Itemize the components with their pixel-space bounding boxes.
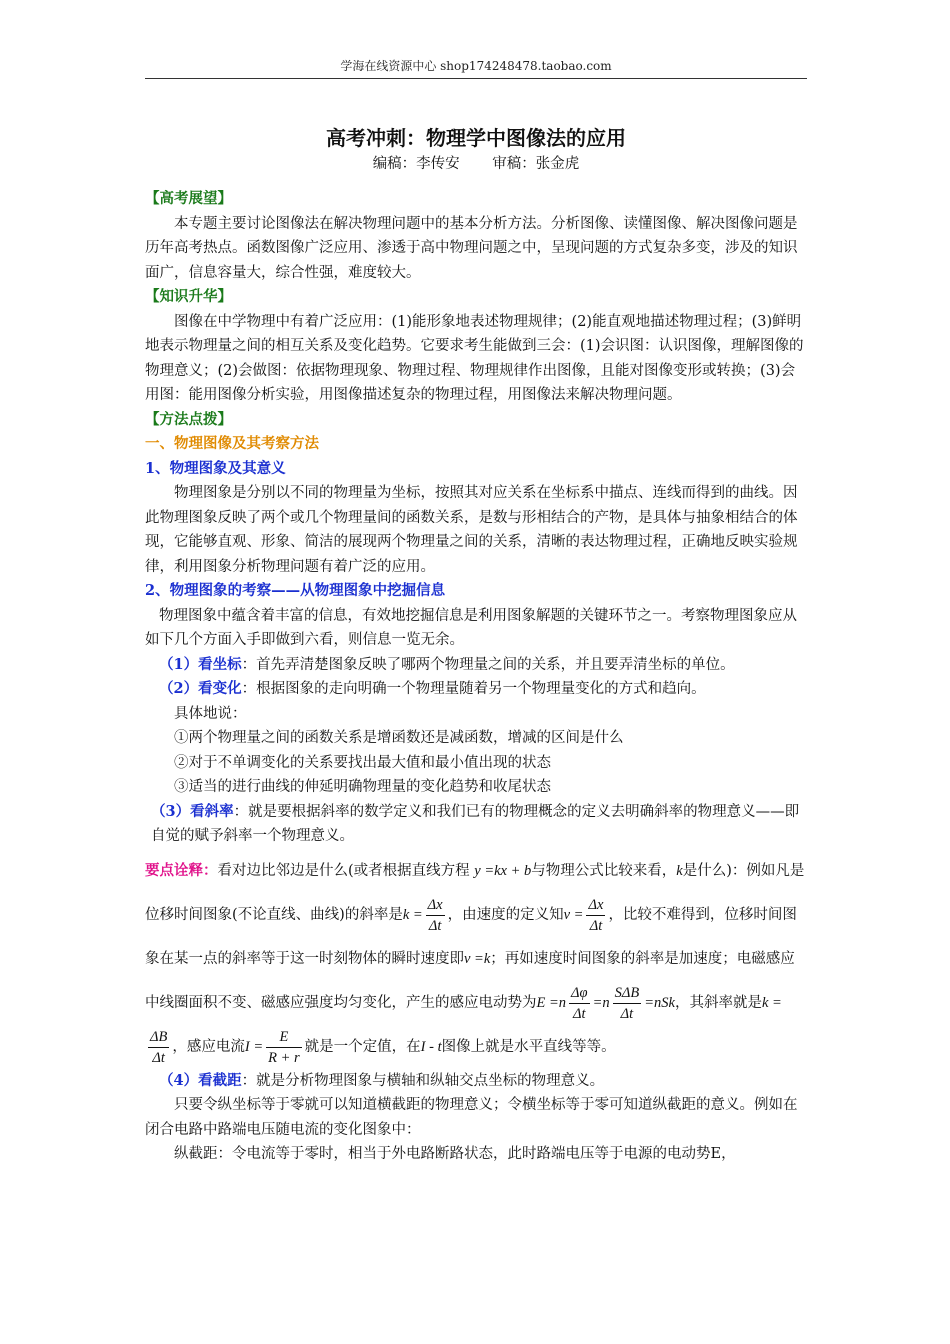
emf-formula: E =n $\frac{\Delta\varphi}{\Delta t}$ =n $\frac{\text{SΔB}}{\Delta t}$ =nSk — [536, 984, 675, 1022]
list-item-1: ①两个物理量之间的函数关系是增函数还是减函数，增减的区间是什么 — [174, 730, 624, 746]
k-symbol: k — [676, 862, 683, 879]
note-text-j: 图像上就是水平直线等等。 — [441, 1038, 616, 1055]
method-heading: 【方法点拨】 — [145, 410, 232, 428]
editor: 编稿：李传安 — [372, 156, 460, 172]
slope-formula: k = $\frac{\Delta x}{\Delta t}$ — [402, 896, 443, 934]
note-text-g: ，其斜率就是 — [674, 994, 762, 1011]
point-4-text: ：就是分析物理图象与横轴和纵轴交点坐标的物理意义。 — [241, 1072, 605, 1089]
point-4 — [145, 1069, 807, 1094]
note-text-b: 与物理公式比较来看， — [531, 862, 677, 879]
point-1 — [145, 653, 807, 678]
point-2 — [145, 677, 807, 702]
note-text-f: ；再如速度时间图象的斜率是加速度；电磁感应中线圈面积不变、磁感应强度均匀变化，产生的感应电动势为 — [145, 950, 795, 1011]
knowledge-paragraph: 图像在中学物理中有着广泛应用：(1)能形象地表述物理规律；(2)能直观地描述物理过程；(3)鲜明地表示物理量之间的相互关系及变化趋势。它要求考生能做到三会：(1)会识图：认识图像，理解图像的物理意义；(2)会做图：依据物理现象、物理过程、物理规律作出图像，且能对图像变形或转换；(3)会用图：能用图像分析实验，用图像描述复杂的物理过程，用图像法来解决物理问题。 — [145, 313, 804, 403]
paragraph-2: 物理图象中蕴含着丰富的信息，有效地挖掘信息是利用图象解题的关键环节之一。考察物理图象应从如下几个方面入手即做到六看，则信息一览无余。 — [145, 607, 797, 648]
velocity-formula: v = $\frac{\Delta x}{\Delta t}$ — [563, 896, 604, 934]
paragraph-4: 纵截距：令电流等于零时，相当于外电路断路状态，此时路端电压等于电源的电动势E， — [174, 1146, 736, 1162]
authors-line — [145, 152, 807, 173]
subheading-1: 1、物理图象及其意义 — [145, 459, 286, 477]
note-text-h: ，感应电流 — [172, 1038, 245, 1055]
outlook-paragraph: 本专题主要讨论图像法在解决物理问题中的基本分析方法。分析图像、读懂图像、解决图像问题是历年高考热点。函数图像广泛应用、渗透于高中物理问题之中，呈现问题的方式复杂多变，涉及的知识面广，信息容量大，综合性强，难度较大。 — [145, 215, 798, 281]
point-2-text: ：根据图象的走向明确一个物理量随着另一个物理量变化的方式和趋向。 — [241, 681, 706, 697]
note-text-c: 是什么)：例如凡是位移时间图象(不论直线、曲线)的斜率是 — [145, 862, 805, 923]
key-note — [145, 849, 807, 1069]
note-text-i: 就是一个定值，在 — [304, 1038, 421, 1055]
i-t-label: I - t — [420, 1038, 442, 1055]
note-label: 要点诠释： — [145, 861, 218, 879]
point-4-label: （4）看截距 — [159, 1071, 242, 1089]
specific-label: 具体地说： — [174, 705, 247, 722]
note-text-a: 看对边比邻边是什么(或者根据直线方程 — [217, 862, 470, 879]
line-equation: y =kx + b — [474, 862, 532, 879]
v-equals-k: v =k — [464, 950, 491, 967]
point-3 — [145, 800, 807, 849]
point-3-label: （3）看斜率 — [151, 802, 234, 820]
current-formula: I = $\frac{E}{R + r}$ — [244, 1028, 300, 1066]
point-3-text: ：就是要根据斜率的数学定义和我们已有的物理概念的定义去明确斜率的物理意义——即自觉的赋予斜率一个物理意义。 — [151, 803, 800, 844]
paragraph-3: 只要令纵坐标等于零就可以知道横截距的物理意义；令横坐标等于零可知道纵截距的意义。例如在闭合电路中路端电压随电流的变化图象中： — [145, 1097, 798, 1138]
point-1-label: （1）看坐标 — [159, 655, 242, 673]
note-text-d: ，由速度的定义知 — [447, 906, 564, 923]
section-heading-1: 一、物理图像及其考察方法 — [145, 435, 319, 452]
page-title: 高考冲刺：物理学中图像法的应用 — [326, 126, 626, 150]
point-1-text: ：首先弄清楚图象反映了哪两个物理量之间的关系，并且要弄清坐标的单位。 — [241, 656, 735, 673]
outlook-heading: 【高考展望】 — [145, 190, 232, 207]
subheading-2: 2、物理图象的考察——从物理图象中挖掘信息 — [145, 582, 446, 599]
note-text-e: ，比较不难得到，位移时间图象在某一点的斜率等于这一时刻物体的瞬时速度即 — [145, 906, 797, 967]
point-2-label: （2）看变化 — [159, 680, 242, 697]
list-item-3: ③适当的进行曲线的伸延明确物理量的变化趋势和收尾状态 — [174, 779, 551, 795]
document-body — [145, 187, 807, 1167]
page-header: 学海在线资源中心 shop174248478.taobao.com — [145, 57, 807, 79]
slope-b-formula: k = $\frac{\Delta B}{\Delta t}$ — [150, 994, 782, 1066]
reviewer: 审稿：张金虎 — [492, 156, 580, 172]
paragraph-1: 物理图象是分别以不同的物理量为坐标，按照其对应关系在坐标系中描点、连线而得到的曲线。因此物理图象反映了两个或几个物理量间的函数关系，是数与形相结合的产物，是具体与抽象相结合的体现，它能够直观、形象、简洁的展现两个物理量之间的关系，清晰的表达物理过程，正确地反映实验规律，利用图象分析物理问题有着广泛的应用。 — [145, 485, 798, 575]
knowledge-heading: 【知识升华】 — [145, 288, 232, 305]
list-item-2: ②对于不单调变化的关系要找出最大值和最小值出现的状态 — [174, 754, 551, 771]
